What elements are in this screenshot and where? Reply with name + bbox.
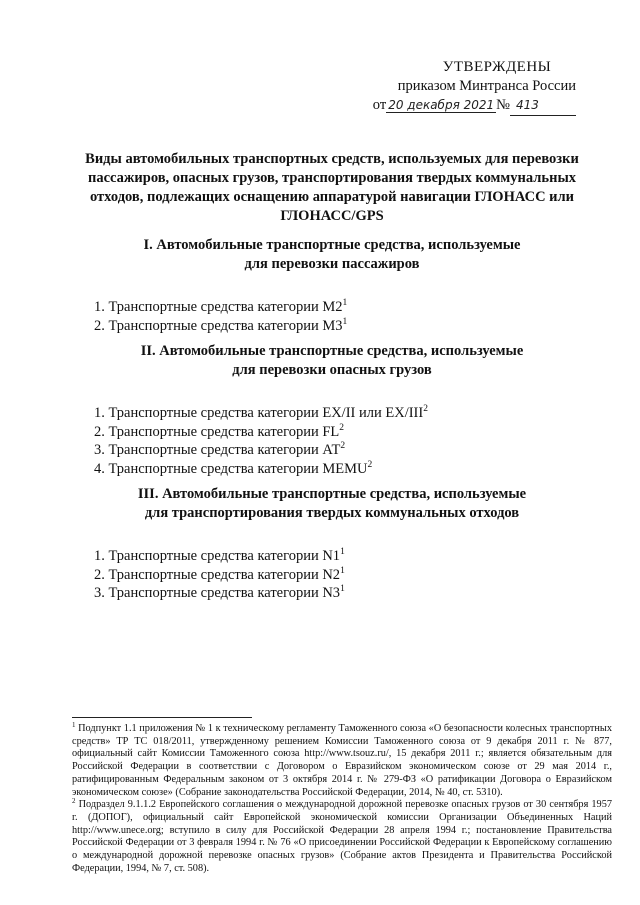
section-dangerous-goods: [72, 342, 592, 478]
section-heading-line1: I. Автомобильные транспортные средства, используемые: [143, 237, 521, 253]
footnote-ref: 1: [342, 298, 348, 308]
footnote-ref: 1: [340, 547, 345, 557]
section-heading-line2: для перевозки пассажиров: [244, 256, 420, 272]
section-heading: [72, 485, 592, 523]
category-list: [72, 298, 592, 335]
item-text: 3. Транспортные средства категории N3: [94, 585, 341, 601]
document-title: Виды автомобильных транспортных средств, используемых для перевозки пассажиров, опасных грузов, транспортирования твердых коммунальных отходов, подлежащих оснащению аппаратурой навигации ГЛОНАСС или ГЛОНАСС/GPS: [85, 151, 579, 224]
list-item: [72, 584, 592, 603]
footnote-ref: 2: [339, 422, 345, 433]
list-item: [72, 404, 592, 423]
list-item: [72, 547, 592, 566]
approval-order-line: приказом Минтранса России: [397, 78, 576, 94]
date-prefix: от: [372, 97, 387, 113]
footnotes: [72, 723, 612, 875]
section-passengers: [72, 236, 592, 335]
list-item: [72, 460, 592, 479]
footnote-ref: 2: [340, 441, 346, 451]
footnote-ref: 2: [423, 404, 428, 414]
footnote-ref: 1: [340, 584, 345, 594]
list-item: [72, 441, 592, 460]
item-text: 3. Транспортные средства категории АТ: [94, 442, 341, 458]
section-heading: [72, 342, 592, 380]
number-prefix: №: [496, 97, 510, 113]
category-list: [72, 404, 592, 478]
list-item: [72, 298, 592, 317]
handwritten-number: 413: [510, 96, 576, 116]
footnote-ref: 1: [340, 565, 345, 576]
item-text: 4. Транспортные средства категории MEMU: [94, 460, 368, 477]
footnote-divider: [72, 717, 252, 718]
list-item: [72, 423, 592, 442]
item-text: 2. Транспортные средства категории FL: [94, 423, 340, 440]
list-item: [72, 317, 592, 336]
footnote-text: Подраздел 9.1.1.2 Европейского соглашения о международной дорожной перевозке опасных грузов от 30 сентября 1957 г. (ДОПОГ), официальный сайт Европейской экономической комиссии Организации Объединенных Наций http://www.unece.org; вступило в силу для Российской Федерации 28 апреля 1994 г.; постановление Правительства Российской Федерации от 3 февраля 1994 г. № 76 «О присоединении Российской Федерации к Европейскому соглашению о международной дорожной перевозке опасных грузов» (Собрание актов Президента и Правительства Российской Федерации, 1994, № 7, ст. 508).: [72, 799, 612, 874]
item-text: 1. Транспортные средства категории М2: [94, 299, 343, 315]
footnote-ref: 2: [367, 459, 373, 470]
footnote-text: Подпункт 1.1 приложения № 1 к техническому регламенту Таможенного союза «О безопасности колесных транспортных средств» ТР ТС 018/2011, утвержденному решением Комиссии Таможенного союза от 9 декабря 2011 г. № 877, официальный сайт Комиссии Таможенного союза http://www.tsouz.ru/, 15 декабря 2011 г.; является обязательным для Российской Федерации в соответствии с Договором о Евразийском экономическом союзе от 29 мая 2014 г., ратифицированным Федеральным законом от 3 октября 2014 г. № 279-ФЗ «О ратификации Договора о Евразийском экономическом союзе» (Собрание законодательства Российской Федерации, 2014, № 40, ст. 5310).: [72, 723, 612, 798]
section-heading-line2: для транспортирования твердых коммунальных отходов: [144, 505, 520, 521]
item-text: 1. Транспортные средства категории ЕХ/II или ЕХ/III: [94, 405, 424, 421]
approval-date-number: [366, 96, 576, 116]
handwritten-date: 20 декабря 2021: [388, 98, 495, 112]
footnote: [72, 799, 612, 875]
section-heading-line1: III. Автомобильные транспортные средства, используемые: [137, 486, 527, 502]
footnote-mark: 1: [72, 721, 76, 729]
section-municipal-waste: [72, 485, 592, 603]
section-heading-line2: для перевозки опасных грузов: [232, 362, 432, 378]
approval-stamp: [366, 58, 576, 116]
footnote-ref: 1: [342, 316, 348, 327]
item-text: 2. Транспортные средства категории N2: [94, 566, 341, 583]
footnote-mark: 2: [72, 797, 76, 806]
section-heading: [72, 236, 592, 274]
list-item: [72, 566, 592, 585]
item-text: 1. Транспортные средства категории N1: [94, 548, 341, 564]
approval-title: УТВЕРЖДЕНЫ: [442, 59, 552, 75]
category-list: [72, 547, 592, 603]
section-heading-line1: II. Автомобильные транспортные средства, используемые: [140, 343, 524, 359]
item-text: 2. Транспортные средства категории М3: [94, 317, 343, 334]
footnote: [72, 723, 612, 799]
